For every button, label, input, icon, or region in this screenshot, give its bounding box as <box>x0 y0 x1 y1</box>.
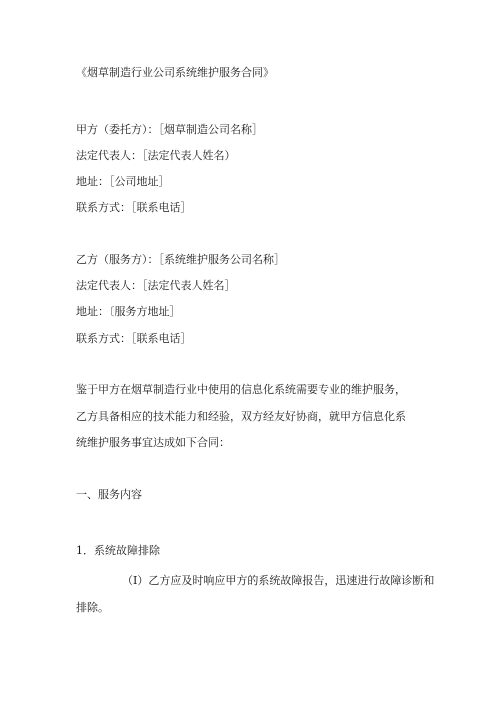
party-a-contact: 联系方式：［联系电话］ <box>76 201 192 214</box>
party-a-representative: 法定代表人：［法定代表人姓名） <box>76 149 236 162</box>
item-1-para-line: （I）乙方应及时响应甲方的系统故障报告，迅速进行故障诊断和 <box>122 574 435 587</box>
item-1-para-line: 排除。 <box>76 601 109 614</box>
section-1-heading: 一、服务内容 <box>76 488 142 501</box>
preamble-line: 乙方具备相应的技术能力和经验，双方经友好协商，就甲方信息化系 <box>76 410 406 423</box>
party-a-heading: 甲方（委托方）：［烟草制造公司名称］ <box>76 123 263 136</box>
party-b-heading: 乙方（服务方）：［系统维护服务公司名称］ <box>76 253 285 266</box>
document-title: 《烟草制造行业公司系统维护服务合同》 <box>76 66 274 79</box>
item-1-heading: 1．系统故障排除 <box>76 544 160 557</box>
preamble-line: 鉴于甲方在烟草制造行业中使用的信息化系统需要专业的维护服务， <box>76 383 406 396</box>
party-b-representative: 法定代表人：［法定代表人姓名］ <box>76 279 236 292</box>
party-a-address: 地址：［公司地址］ <box>76 175 170 188</box>
party-b-contact: 联系方式：［联系电话］ <box>76 332 192 345</box>
preamble-line: 统维护服务事宜达成如下合同： <box>76 436 230 449</box>
party-b-address: 地址：〔服务方地址］ <box>76 305 181 318</box>
